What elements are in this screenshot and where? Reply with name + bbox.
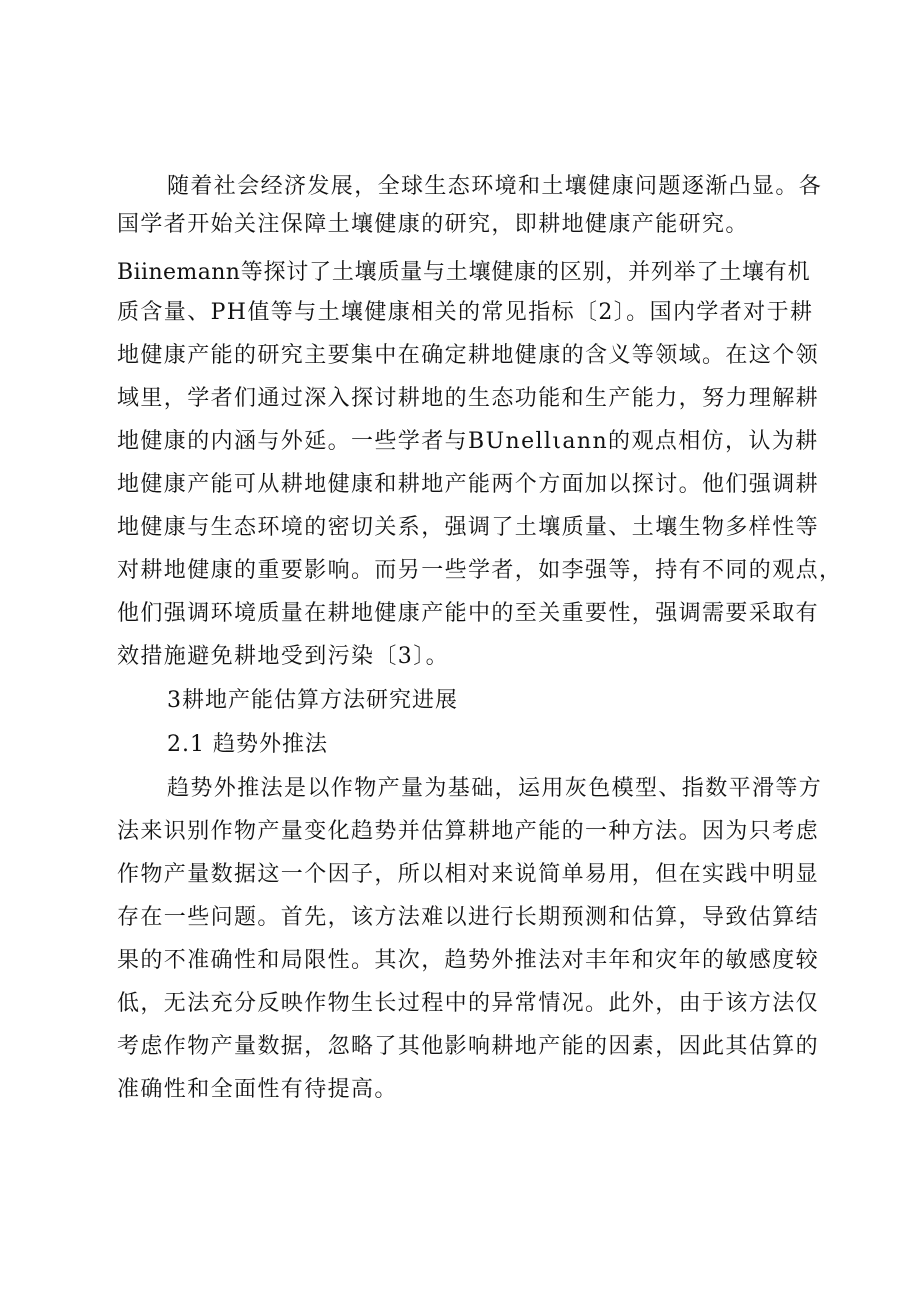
paragraph-line: 低，无法充分反映作物生长过程中的异常情况。此外，由于该方法仅 [117, 991, 820, 1016]
paragraph-line: 趋势外推法是以作物产量为基础，运用灰色模型、指数平滑等方 [167, 776, 823, 801]
paragraph-line: 地健康产能的研究主要集中在确定耕地健康的含义等领域。在这个领 [117, 343, 820, 368]
paragraph-line: 他们强调环境质量在耕地健康产能中的至关重要性，强调需要采取有 [117, 601, 820, 626]
paragraph-line: 质含量、PH值等与土壤健康相关的常见指标〔2〕。国内学者对于耕 [117, 300, 814, 325]
paragraph-line: 随着社会经济发展，全球生态环境和土壤健康问题逐渐凸显。各 [167, 174, 823, 199]
paragraph-line: 地健康与生态环境的密切关系，强调了土壤质量、土壤生物多样性等 [117, 515, 820, 540]
paragraph-line: 准确性和全面性有待提高。 [117, 1077, 398, 1102]
paragraph-line: 效措施避免耕地受到污染〔3〕。 [117, 644, 449, 669]
paragraph-line: Biinemann等探讨了土壤质量与土壤健康的区别，并列举了土壤有机 [117, 260, 810, 285]
paragraph-line: 考虑作物产量数据，忽略了其他影响耕地产能的因素，因此其估算的 [117, 1034, 820, 1059]
paragraph-line: 存在一些问题。首先，该方法难以进行长期预测和估算，导致估算结 [117, 905, 820, 930]
paragraph-line: 法来识别作物产量变化趋势并估算耕地产能的一种方法。因为只考虑 [117, 819, 820, 844]
paragraph-line: 作物产量数据这一个因子，所以相对来说简单易用，但在实践中明显 [117, 862, 820, 887]
section-heading: 3耕地产能估算方法研究进展 [167, 688, 458, 713]
subsection-heading: 2.1 趋势外推法 [167, 732, 328, 757]
paragraph-line: 地健康产能可从耕地健康和耕地产能两个方面加以探讨。他们强调耕 [117, 472, 820, 497]
paragraph-line: 域里，学者们通过深入探讨耕地的生态功能和生产能力，努力理解耕 [117, 386, 820, 411]
paragraph-line: 对耕地健康的重要影响。而另一些学者，如李强等，持有不同的观点， [117, 558, 843, 583]
paragraph-line: 地健康的内涵与外延。一些学者与BUnellιann的观点相仿，认为耕 [117, 429, 819, 454]
paragraph-line: 果的不准确性和局限性。其次，趋势外推法对丰年和灾年的敏感度较 [117, 948, 820, 973]
paragraph-line: 国学者开始关注保障土壤健康的研究，即耕地健康产能研究。 [117, 212, 749, 237]
